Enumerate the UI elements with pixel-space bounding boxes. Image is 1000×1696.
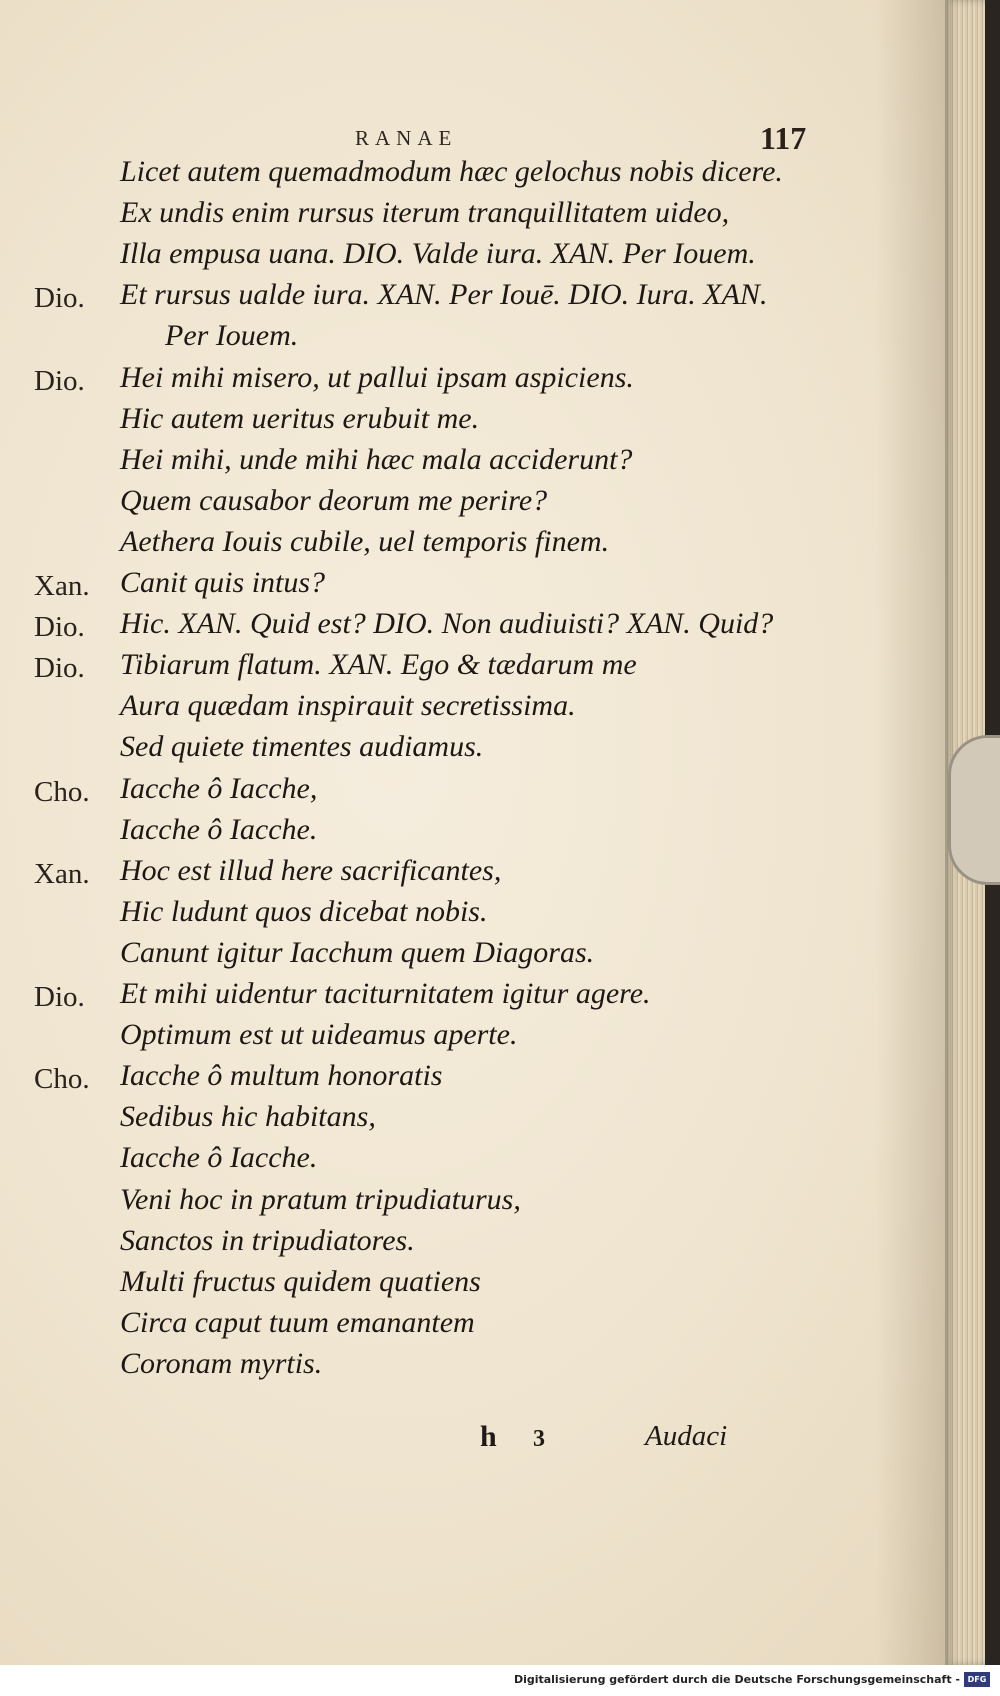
running-title: RANAE (355, 126, 458, 150)
verse-text-line: Sed quiete timentes audiamus. (120, 730, 484, 764)
speaker-label: Dio. (34, 981, 85, 1013)
verse-text-line: Iacche ô Iacche. (120, 1141, 318, 1175)
verse-text-line: Iacche ô multum honoratis (120, 1059, 443, 1093)
verse-text-line: Per Iouem. (165, 319, 299, 353)
verse-text-line: Iacche ô Iacche, (120, 771, 318, 805)
verse-line (0, 1141, 985, 1181)
verse-text-line: Multi fructus quidem quatiens (120, 1264, 481, 1298)
verse-line (0, 525, 985, 565)
speaker-label: Dio. (34, 652, 85, 685)
verse-text-line: Ex undis enim rursus iterum tranquillitatem uideo, (120, 196, 730, 230)
verse-text-line: Tibiarum flatum. XAN. Ego & tædarum me (120, 648, 637, 682)
verse-line (0, 895, 985, 935)
verse-line (0, 484, 985, 524)
signature-number: 3 (533, 1426, 545, 1452)
verse-line (0, 689, 985, 729)
credit-text: Digitalisierung gefördert durch die Deutsche Forschungsgemeinschaft - (513, 1673, 960, 1686)
speaker-label: Cho. (34, 1063, 90, 1096)
page-number: 117 (760, 120, 807, 156)
verse-text-line: Quem causabor deorum me perire? (120, 483, 548, 517)
verse-line (0, 607, 985, 647)
dfg-logo: DFG (964, 1672, 990, 1687)
speaker-label: Xan. (34, 857, 90, 890)
verse-text-line: Hic autem ueritus erubuit me. (120, 401, 480, 435)
speaker-label: Dio. (34, 282, 85, 315)
verse-line (0, 1100, 985, 1140)
verse-line (0, 1224, 985, 1264)
verse-text-line: Canunt igitur Iacchum quem Diagoras. (120, 935, 595, 969)
verse-line (0, 854, 985, 894)
verse-text-line: Et mihi uidentur taciturnitatem igitur agere. (120, 977, 651, 1010)
verse-text-line: Licet autem quemadmodum hæc gelochus nobis dicere. (120, 155, 783, 188)
verse-text-line: Optimum est ut uideamus aperte. (120, 1018, 518, 1052)
verse-text-line: Circa caput tuum emanantem (120, 1305, 475, 1339)
verse-line (0, 566, 985, 606)
verse-text-line: Iacche ô Iacche. (120, 812, 318, 846)
page-clip (948, 735, 1000, 885)
verse-line (0, 1347, 985, 1387)
page-footer (0, 1420, 985, 1470)
verse-line (0, 237, 985, 277)
verse-line (0, 196, 985, 236)
verse-line (0, 402, 985, 442)
verse-text-line: Hei mihi, unde mihi hæc mala acciderunt? (120, 442, 633, 476)
speaker-label: Xan. (34, 570, 90, 602)
catchword: Audaci (645, 1420, 728, 1452)
verse-line (0, 443, 985, 483)
signature-mark: h (480, 1420, 497, 1453)
verse-text-line: Aethera Iouis cubile, uel temporis finem. (120, 524, 610, 558)
verse-text-line: Hoc est illud here sacrificantes, (120, 853, 502, 887)
speaker-label: Dio. (34, 611, 85, 644)
verse-text-line: Hic ludunt quos dicebat nobis. (120, 894, 488, 928)
verse-line (0, 319, 985, 359)
verse-text-line: Sedibus hic habitans, (120, 1100, 376, 1134)
verse-line (0, 1183, 985, 1223)
verse-line (0, 1265, 985, 1305)
verse-line (0, 278, 985, 318)
verse-line (0, 936, 985, 976)
speaker-label: Dio. (34, 364, 85, 397)
verse-line (0, 1018, 985, 1058)
verse-line (0, 648, 985, 688)
verse-line (0, 772, 985, 812)
verse-text-line: Illa empusa uana. DIO. Valde iura. XAN. Per Iouem. (120, 237, 756, 271)
verse-text-line: Et rursus ualde iura. XAN. Per Iouē. DIO. Iura. XAN. (120, 278, 768, 312)
verse-line (0, 730, 985, 770)
verse-text-line: Sanctos in tripudiatores. (120, 1223, 415, 1257)
verse-text-line: Hic. XAN. Quid est? DIO. Non audiuisti? XAN. Quid? (120, 607, 774, 641)
verse-text-line: Canit quis intus? (120, 566, 326, 599)
verse-line (0, 977, 985, 1017)
speaker-label: Cho. (34, 775, 90, 808)
verse-text-line: Hei mihi misero, ut pallui ipsam aspiciens. (120, 360, 634, 394)
verse-text-line: Veni hoc in pratum tripudiaturus, (120, 1182, 521, 1216)
verse-line (0, 155, 985, 195)
verse-line (0, 361, 985, 401)
verse-line (0, 1306, 985, 1346)
credit-bar (0, 1665, 1000, 1696)
verse-line (0, 1059, 985, 1099)
verse-line (0, 813, 985, 853)
verse-text-line: Coronam myrtis. (120, 1346, 323, 1380)
verse-text-line: Aura quædam inspirauit secretissima. (120, 689, 576, 723)
